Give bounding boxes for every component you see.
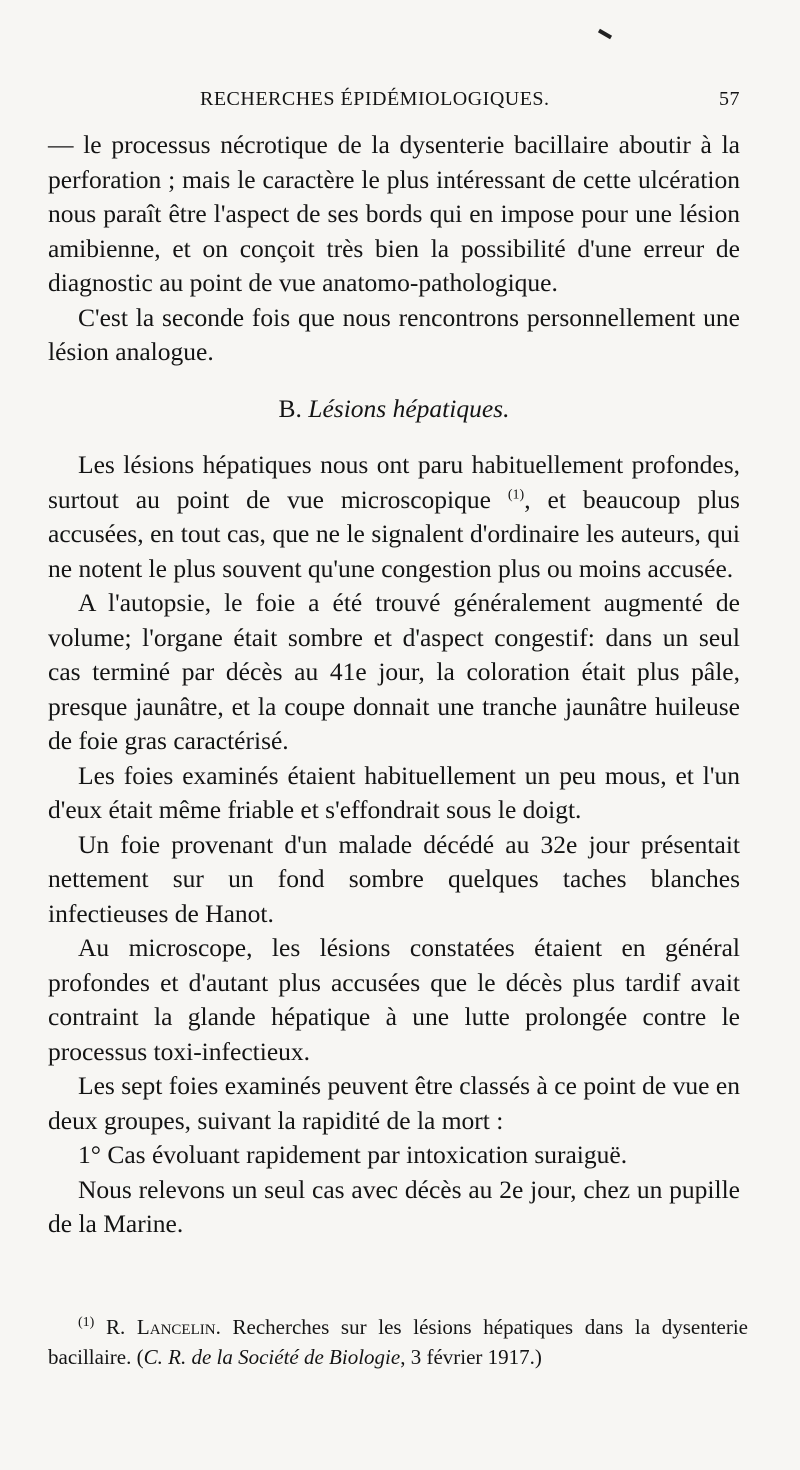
paragraph — [48, 448, 740, 586]
page-number: 57 — [719, 88, 740, 110]
paragraph: A l'autopsie, le foie a été trouvé généralement augmenté de volume; l'organe était sombre et d'aspect congestif: dans un seul cas terminé par décès au 41e jour, la coloration était plus pâle, presque jaunâtre, et la coupe donnait une tranche jaunâtre huileuse de foie gras caractérisé. — [48, 588, 740, 755]
section-letter: B. — [278, 393, 302, 423]
footnote-date: , 3 février 1917.) — [400, 1345, 542, 1369]
running-title: RECHERCHES ÉPIDÉMIOLOGIQUES. — [200, 88, 550, 110]
footnote-text — [48, 1312, 748, 1372]
paragraph-text: Les lésions hépatiques nous ont paru habituellement profondes, surtout au point de vue microscopique — [48, 450, 740, 514]
footnote — [48, 1312, 748, 1372]
footnote-ref: (1) — [507, 487, 525, 502]
ink-mark — [598, 29, 612, 39]
paragraph: Les sept foies examinés peuvent être classés à ce point de vue en deux groupes, suivant la rapidité de la mort : — [48, 1071, 740, 1135]
paragraph: 1° Cas évoluant rapidement par intoxication suraiguë. — [78, 1140, 628, 1169]
body-text — [48, 128, 740, 1242]
footnote-number: (1) — [78, 1315, 95, 1330]
paragraph: Au microscope, les lésions constatées étaient en général profondes et d'autant plus accusées que le décès plus tardif avait contraint la glande hépatique à une lutte prolongée contre le processus toxi-infectieux. — [48, 933, 740, 1066]
paragraph: Un foie provenant d'un malade décédé au 32e jour présentait nettement sur un fond sombre quelques taches blanches infectieuses de Hanot. — [48, 829, 740, 928]
paragraph: Nous relevons un seul cas avec décès au 2e jour, chez un pupille de la Marine. — [48, 1174, 740, 1238]
footnote-author: R. Lancelin. — [106, 1315, 221, 1339]
paragraph: Les foies examinés étaient habituellement un peu mous, et l'un d'eux était même friable et s'effondrait sous le doigt. — [48, 760, 740, 824]
footnote-source: C. R. de la Société de Biologie — [143, 1345, 401, 1369]
paragraph-text: , et beaucoup plus accusées, en tout cas, que ne le signalent d'ordinaire les auteurs, qui ne notent le plus souvent qu'une congestion plus ou moins accusée. — [48, 484, 740, 583]
footnote-body: Recherches sur les lésions hépatiques dans la dysenterie bacillaire. ( — [48, 1315, 748, 1369]
paragraph: — le processus nécrotique de la dysenterie bacillaire aboutir à la perforation ; mais le caractère le plus intéressant de cette ulcération nous paraît être l'aspect de ses bords qui en impose pour une lésion amibienne, et on conçoit très bien la possibilité d'une erreur de diagnostic au point de vue anatomo-pathologique. — [48, 130, 740, 297]
section-title: Lésions hépatiques. — [308, 393, 510, 423]
paragraph: C'est la seconde fois que nous rencontrons personnellement une lésion analogue. — [48, 302, 740, 366]
section-heading — [48, 392, 740, 427]
